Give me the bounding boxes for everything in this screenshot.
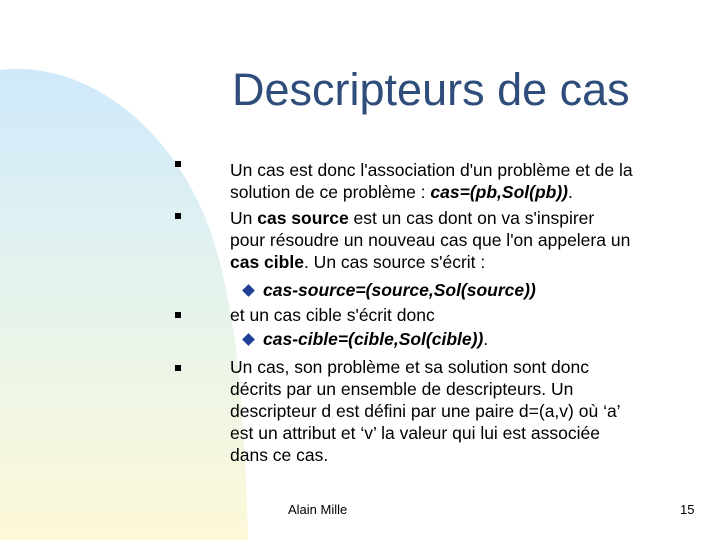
term-cas-cible: cas cible [230,252,304,272]
diamond-bullet-icon [242,284,255,297]
formula-cible: cas-cible=(cible,Sol(cible)) [263,329,484,349]
bullet-marker [175,213,181,219]
term-cas-source: cas source [257,208,349,228]
bullet-marker [175,312,181,318]
diamond-bullet-icon [242,333,255,346]
page-number: 15 [680,502,695,517]
sub-item [244,328,488,350]
footer-author: Alain Mille [288,502,348,517]
text-line [230,378,573,400]
formula-source: cas-source=(source,Sol(source)) [263,280,536,300]
text-span: dans ce cas. [230,445,329,465]
text-line [230,422,600,444]
text-span: et un cas cible s'écrit donc [230,305,435,325]
formula-case: cas=(pb,Sol(pb)) [430,182,568,202]
text-span: Un [230,208,258,228]
bullet-marker [175,365,181,371]
text-span: descripteur d est défini par une paire d=(a,v) où ‘a’ [230,401,621,421]
slide-title: Descripteurs de cas [232,64,630,115]
text-line [230,304,435,326]
text-span: Un cas, son problème et sa solution sont donc [230,357,589,377]
bullet-marker [175,161,181,167]
text-line [230,229,630,251]
text-line [230,444,328,466]
text-span: est un attribut et ‘v’ la valeur qui lui est associée [230,423,600,443]
text-span: . [483,329,489,349]
text-span: . Un cas source s'écrit : [303,252,486,272]
text-line [230,251,485,273]
text-span: décrits par un ensemble de descripteurs. Un [230,379,574,399]
text-span: . [567,182,573,202]
sub-item [244,279,536,301]
text-line [230,400,621,422]
text-span: pour résoudre un nouveau cas que l'on appelera un [230,230,631,250]
text-span: est un cas dont on va s'inspirer [348,208,595,228]
text-line [230,207,594,229]
text-line [230,181,573,203]
text-line [230,356,589,378]
text-line [230,159,633,181]
text-span: solution de ce problème : [230,182,431,202]
text-span: Un cas est donc l'association d'un problème et de la [230,160,633,180]
